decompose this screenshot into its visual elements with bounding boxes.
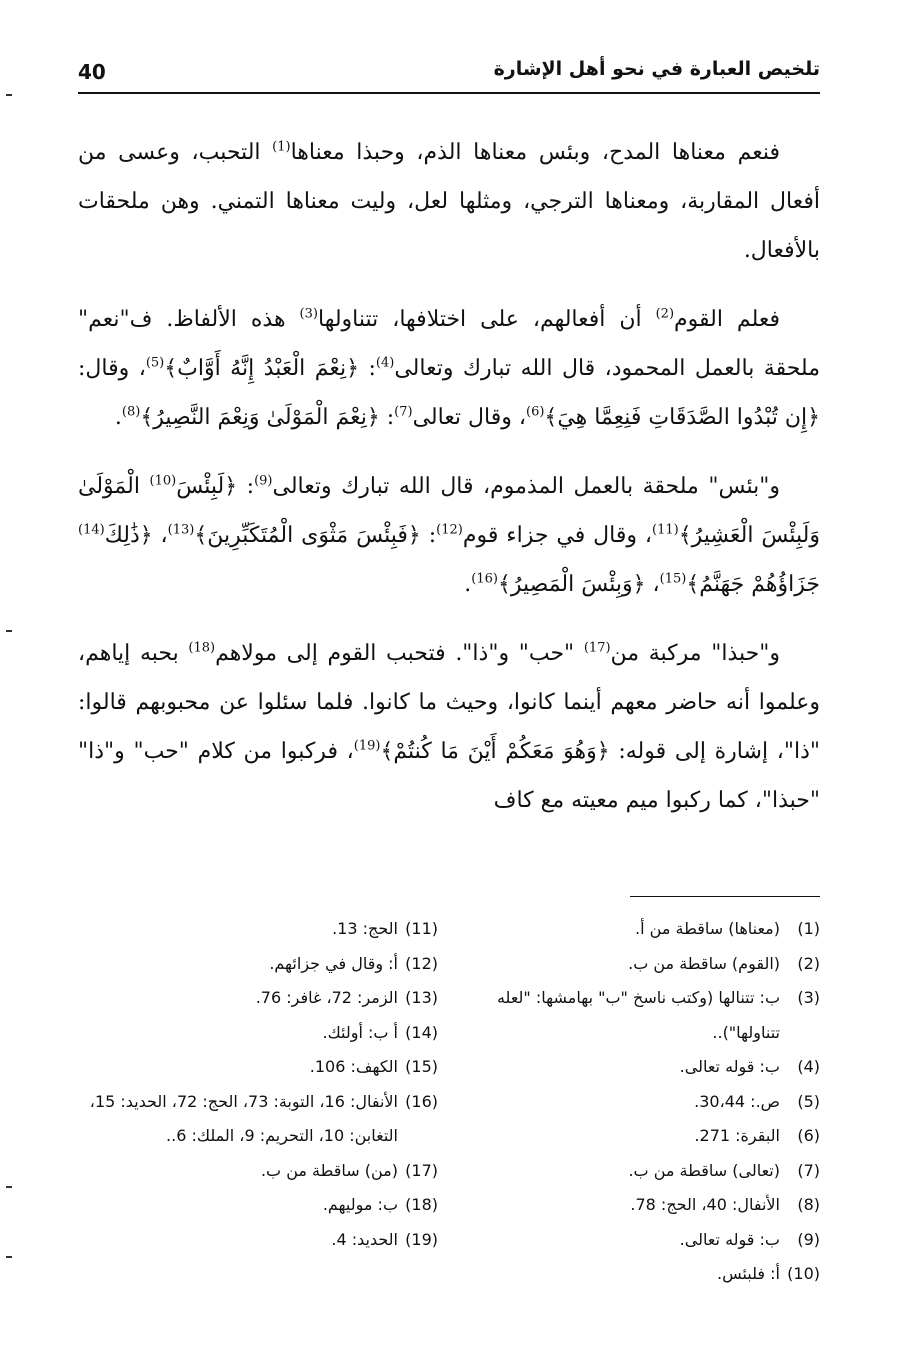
footnote-text: ب: قوله تعالى.	[679, 1057, 780, 1076]
footnote	[460, 1223, 820, 1258]
footnotes-column-right	[460, 912, 820, 1292]
footnote-text: ب: قوله تعالى.	[679, 1229, 780, 1249]
footnote-number: (18)	[405, 1195, 438, 1214]
footnote-text: (معناها) ساقطة من أ.	[635, 919, 780, 938]
text-run: : ﴿فَبِئْسَ مَثْوَى الْمُتَكَبِّرِينَ﴾	[194, 523, 437, 548]
footnote-text: الكهف: 106.	[309, 1057, 398, 1076]
footnote	[460, 1085, 820, 1120]
footnote-text: أ: فلبئس.	[716, 1264, 780, 1283]
footnote-marker: (3)	[299, 306, 318, 322]
footnote-number: (1)	[797, 919, 820, 938]
footnote-text: (من) ساقطة من ب.	[260, 1160, 398, 1180]
text-run: و"بئس" ملحقة بالعمل المذموم، قال الله تبارك وتعالى	[272, 474, 781, 499]
footnote	[78, 1188, 438, 1223]
text-run: .	[464, 572, 472, 597]
text-run: جَزَاؤُهُمْ جَهَنَّمُ﴾	[686, 572, 820, 597]
footnote-text: (تعالى) ساقطة من ب.	[628, 1160, 780, 1180]
footnote-marker: (18)	[188, 640, 216, 656]
footnote-number: (4)	[797, 1057, 820, 1076]
footnote-text: الأنفال: 40، الحج: 78.	[630, 1195, 780, 1214]
text-run: التحبب، وعسى من أفعال المقاربة، ومعناها الترجي، ومثلها لعل، وليت معناها التمني. وهن ملحقات بالأفعال.	[78, 140, 820, 263]
footnote	[460, 1257, 820, 1292]
footnote-text: الأنفال: 16، التوبة: 73، الحج: 72، الحديد: 15، التغابن: 10، التحريم: 9، الملك: 6..	[89, 1091, 398, 1145]
text-run: فعلم القوم	[674, 307, 780, 332]
footnote	[460, 1050, 820, 1085]
text-run: و"حبذا" مركبة من	[610, 641, 780, 666]
scan-mark	[6, 94, 12, 96]
scan-mark	[6, 1256, 12, 1258]
footnote	[78, 1085, 438, 1154]
paragraph	[78, 128, 820, 275]
footnote-number: (10)	[787, 1264, 820, 1283]
footnote	[78, 1154, 438, 1189]
footnote-text: الحديد: 4.	[331, 1229, 398, 1249]
footnote	[460, 1119, 820, 1154]
text-run: ، فركبوا من كلام "حب" و"ذا" "حبذا"، كما ركبوا ميم معيته مع كاف	[78, 739, 820, 813]
footnote	[78, 947, 438, 982]
footnote	[460, 1154, 820, 1189]
footnote-text: (القوم) ساقطة من ب.	[628, 953, 780, 973]
running-title: تلخيص العبارة في نحو أهل الإشارة	[493, 58, 820, 80]
paragraph	[78, 629, 820, 825]
footnote-number: (2)	[797, 953, 820, 973]
footnote-number: (17)	[405, 1160, 438, 1180]
footnote-marker: (10)	[149, 473, 177, 489]
footnote-text: البقرة: 271.	[694, 1126, 780, 1145]
text-run: ، وقال في جزاء قوم	[462, 523, 652, 548]
footnote-number: (7)	[797, 1160, 820, 1180]
footnote-marker: (15)	[659, 571, 687, 587]
footnote-marker: (6)	[525, 404, 545, 420]
footnote-text: الحج: 13.	[332, 919, 398, 938]
footnote-marker: (7)	[394, 404, 413, 420]
footnote-marker: (14)	[78, 522, 105, 538]
footnote	[78, 981, 438, 1016]
text-run: الْمَوْلَىٰ وَلَبِئْسَ الْعَشِيرُ﴾	[78, 474, 820, 548]
footnote-marker: (13)	[167, 522, 195, 538]
text-run: .	[114, 405, 122, 430]
text-run: أن أفعالهم، على اختلافها، تتناولها	[317, 307, 656, 332]
footnote	[78, 1223, 438, 1258]
footnote-text: ب: تتنالها (وكتب ناسخ "ب" بهامشها: "لعله تتناولها")..	[496, 988, 780, 1042]
footnote-number: (3)	[797, 988, 820, 1007]
text-run: هذه الألفاظ. ف"نعم" ملحقة بالعمل المحمود، قال الله تبارك وتعالى	[78, 307, 820, 381]
footnote-number: (11)	[405, 919, 438, 938]
text-run: ، ﴿ذَٰلِكَ	[104, 523, 168, 548]
footnote-text: الزمر: 72، غافر: 76.	[255, 988, 398, 1007]
footnote	[460, 981, 820, 1050]
footnote-number: (19)	[405, 1229, 438, 1249]
footnote-text: ب: موليهم.	[322, 1195, 398, 1214]
footnote	[78, 912, 438, 947]
text-run: : ﴿نِعْمَ الْعَبْدُ إِنَّهُ أَوَّابٌ﴾	[164, 356, 376, 381]
text-run: ، ﴿وَبِئْسَ الْمَصِيرُ﴾	[497, 572, 660, 597]
text-run: : ﴿نِعْمَ الْمَوْلَىٰ وَنِعْمَ النَّصِيرُ﴾	[140, 405, 395, 430]
footnote-marker: (2)	[655, 306, 675, 322]
text-run: ، وقال تعالى	[412, 405, 526, 430]
text-run: فنعم معناها المدح، وبئس معناها الذم، وحبذا معناها	[290, 140, 780, 165]
footnote-marker: (11)	[652, 522, 679, 538]
footnote-number: (14)	[405, 1022, 438, 1042]
footnote-number: (5)	[797, 1091, 820, 1111]
footnote-text: أ: وقال في جزائهم.	[269, 953, 398, 973]
footnote-text: ص.: 30،44.	[694, 1091, 780, 1111]
footnote	[78, 1050, 438, 1085]
footnote-marker: (9)	[254, 473, 273, 489]
footnotes-column-left	[78, 912, 438, 1257]
footnote	[460, 912, 820, 947]
footnote-marker: (5)	[145, 355, 165, 371]
footnote-number: (13)	[405, 988, 438, 1007]
footnote-number: (6)	[797, 1126, 820, 1145]
footnote-marker: (4)	[375, 355, 395, 371]
footnote-number: (15)	[405, 1057, 438, 1076]
text-run: : ﴿لَبِئْسَ	[176, 474, 255, 499]
scan-mark	[6, 1186, 12, 1188]
footnote-number: (9)	[797, 1229, 820, 1249]
footnote-number: (16)	[405, 1091, 438, 1111]
footnote-marker: (19)	[353, 738, 381, 754]
footnote-separator	[630, 896, 820, 897]
footnote-marker: (8)	[121, 404, 141, 420]
footnote	[78, 1016, 438, 1051]
footnote-marker: (17)	[583, 640, 611, 656]
paragraph	[78, 295, 820, 442]
paragraph	[78, 462, 820, 609]
footnote	[460, 1188, 820, 1223]
scan-mark	[6, 630, 12, 632]
text-run: ، وقال: ﴿إِن تُبْدُوا الصَّدَقَاتِ فَنِعِمَّا هِيَ﴾	[78, 356, 820, 430]
text-run: "حب" و"ذا". فتحبب القوم إلى مولاهم	[215, 641, 584, 666]
footnote-text: أ ب: أولئك.	[322, 1022, 398, 1042]
footnote-marker: (16)	[471, 571, 498, 587]
footnote-marker: (12)	[436, 522, 463, 538]
main-text	[78, 128, 820, 845]
footnote-number: (8)	[797, 1195, 820, 1214]
page-header	[78, 58, 820, 94]
footnote-marker: (1)	[272, 139, 291, 155]
footnote-number: (12)	[405, 953, 438, 973]
text-run: بحبه إياهم، وعلموا أنه حاضر معهم أينما كانوا، وحيث ما كانوا. فلما سئلوا عن محبوبهم قالوا: "ذا"، إشارة إلى قوله: ﴿وَهُوَ مَعَكُمْ أَيْنَ مَا كُنتُمْ﴾	[78, 641, 820, 764]
footnote	[460, 947, 820, 982]
page-number: 40	[78, 60, 106, 84]
